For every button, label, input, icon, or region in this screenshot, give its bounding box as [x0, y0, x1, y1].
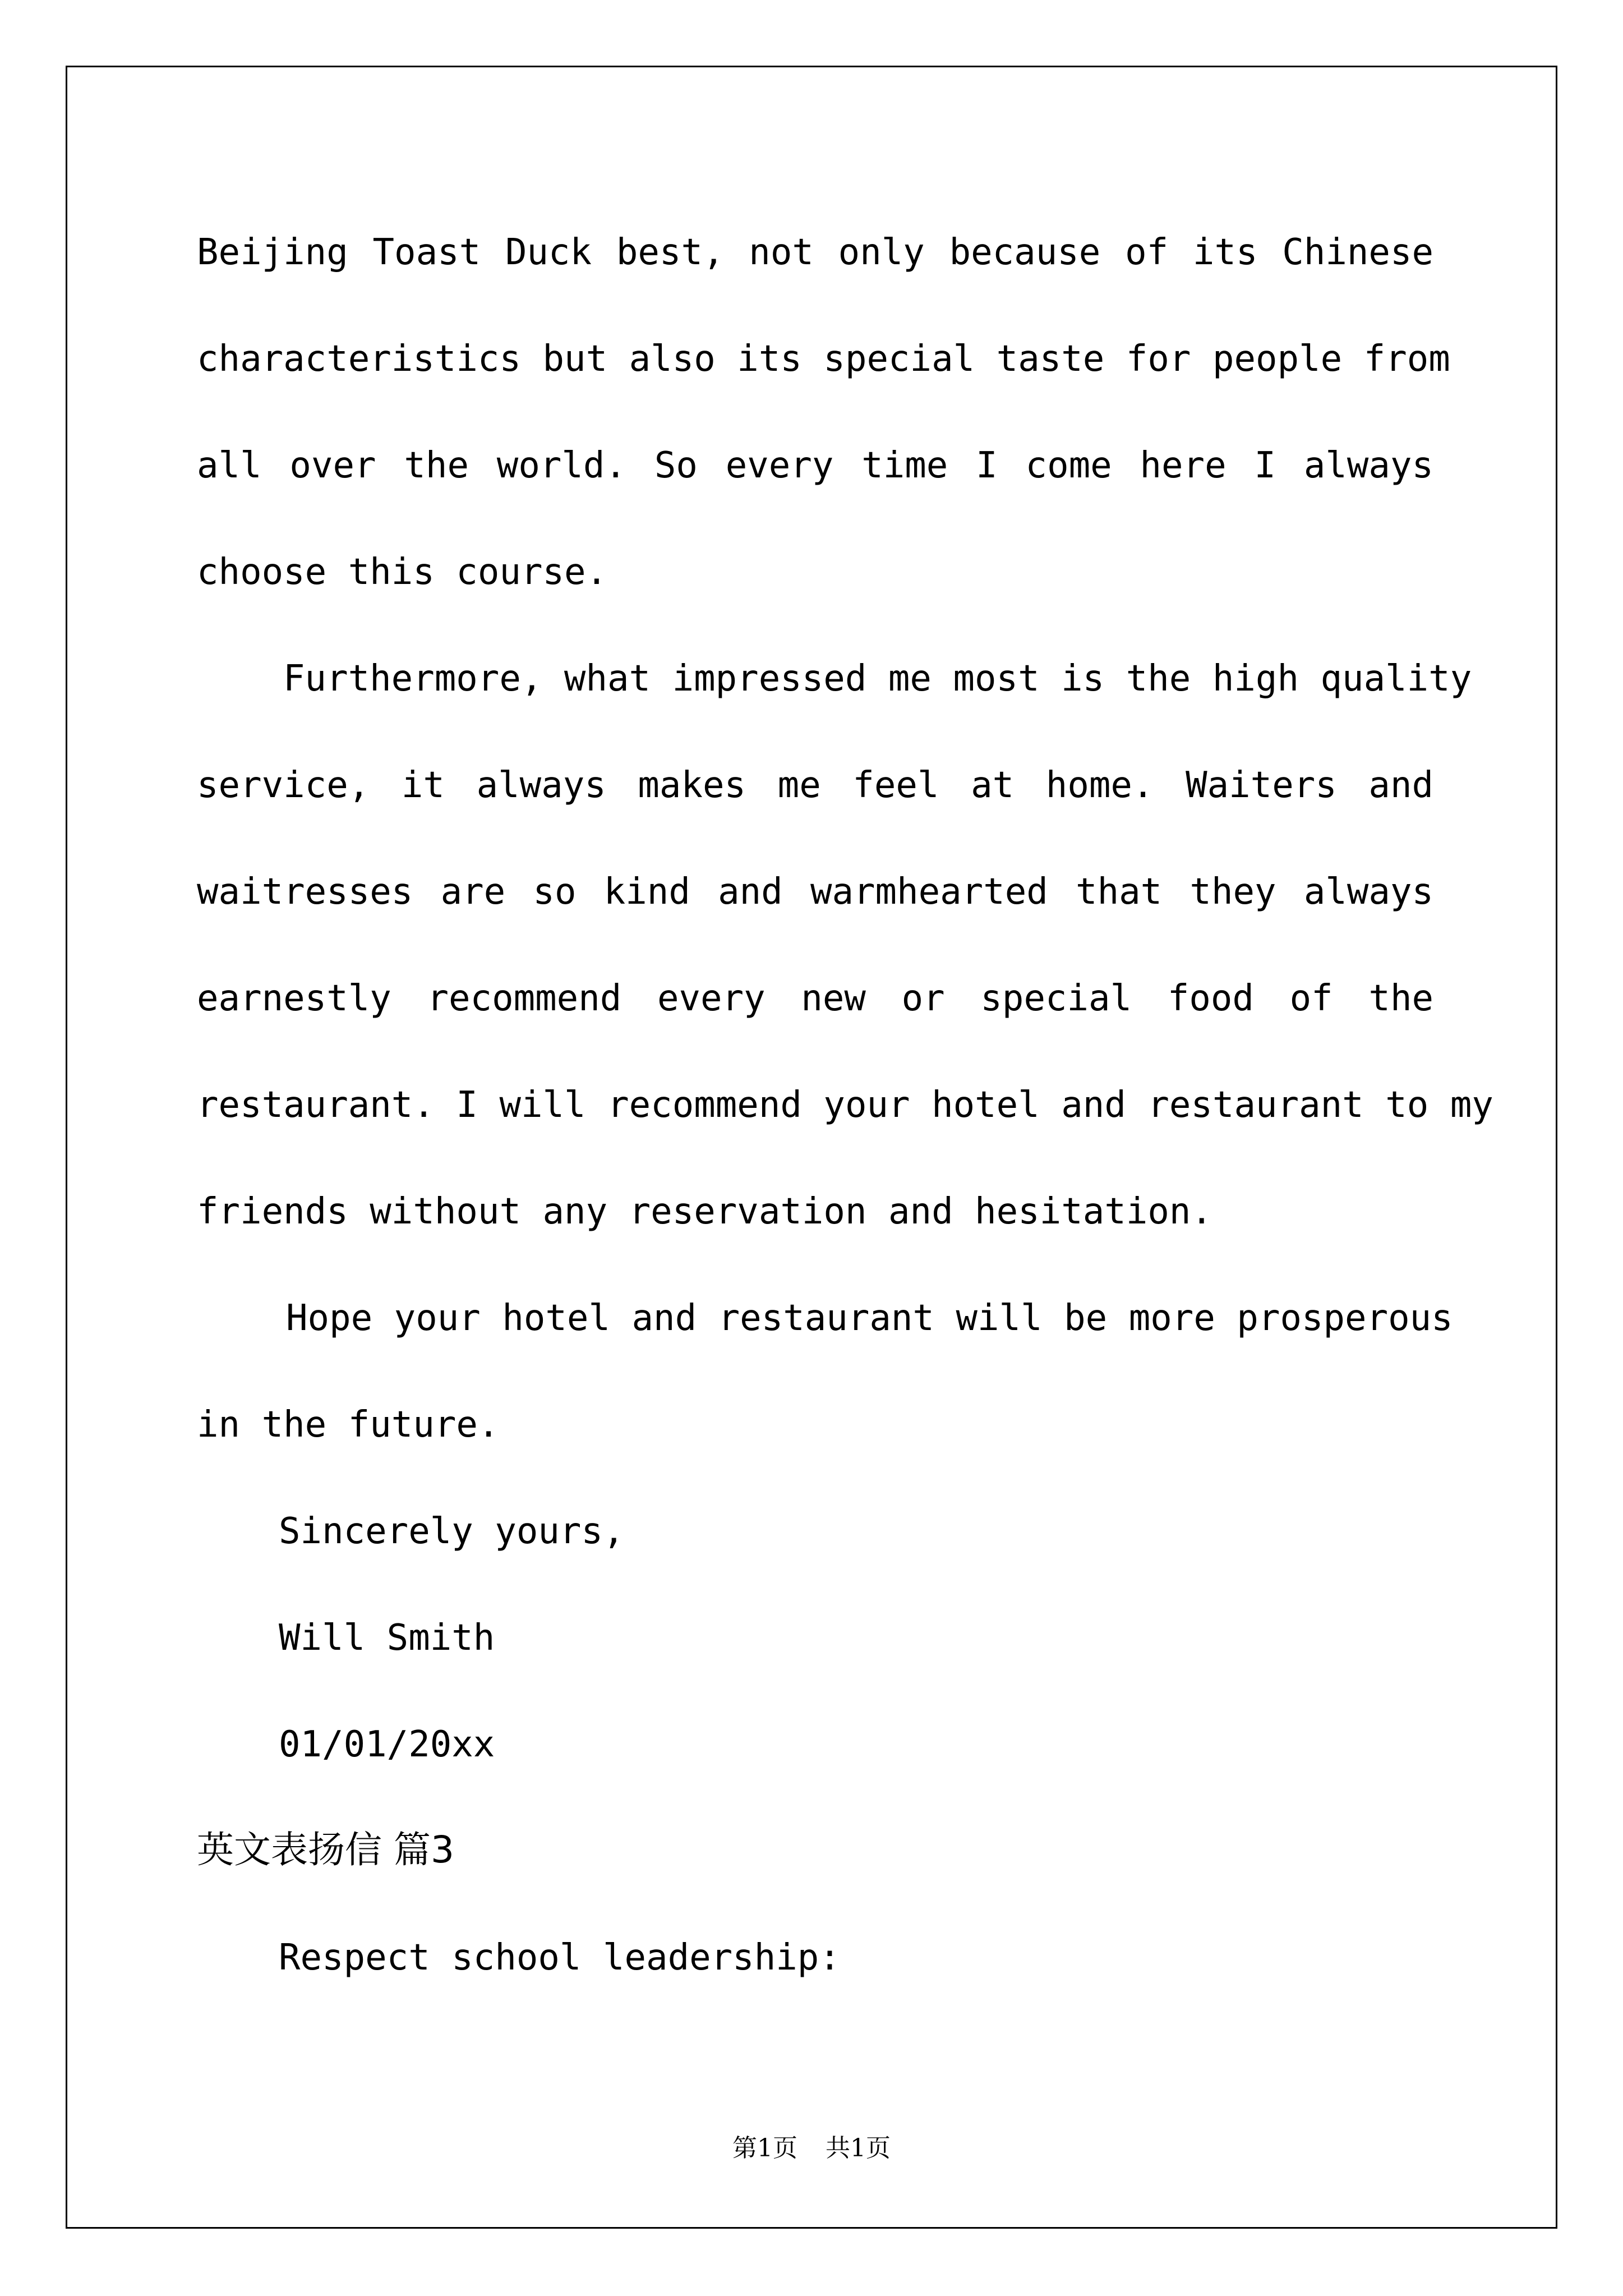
paragraph-2-line-5: restaurant. I will recommend your hotel and restaurant to my — [197, 1084, 1493, 1126]
paragraph-1-line-3: all over the world. So every time I come here I always — [197, 445, 1433, 486]
salutation-line: Respect school leadership: — [279, 1937, 841, 1978]
paragraph-2-line-3: waitresses are so kind and warmhearted that they always — [197, 871, 1433, 913]
paragraph-3-line-1: Hope your hotel and restaurant will be more prosperous — [286, 1297, 1453, 1339]
paragraph-2-line-4: earnestly recommend every new or special food of the — [197, 978, 1433, 1019]
paragraph-2-line-6: friends without any reservation and hesitation. — [197, 1191, 1212, 1232]
paragraph-1-line-4: choose this course. — [197, 551, 608, 593]
paragraph-1-line-1: Beijing Toast Duck best, not only because of its Chinese — [197, 232, 1433, 273]
page-number-current: 第1页 — [732, 2134, 797, 2162]
section-heading: 英文表扬信 篇3 — [197, 1828, 454, 1871]
page-footer — [0, 2132, 1623, 2165]
page-border — [66, 66, 1557, 2229]
signature-name: Will Smith — [279, 1617, 495, 1659]
closing-line: Sincerely yours, — [279, 1511, 625, 1552]
page-number-total: 共1页 — [826, 2134, 891, 2162]
paragraph-2-line-2: service, it always makes me feel at home. Waiters and — [197, 765, 1433, 806]
letter-date: 01/01/20xx — [279, 1724, 495, 1765]
paragraph-2-line-1: Furthermore, what impressed me most is the high quality — [283, 658, 1472, 700]
paragraph-3-line-2: in the future. — [197, 1404, 500, 1446]
paragraph-1-line-2: characteristics but also its special taste for people from — [197, 338, 1450, 380]
